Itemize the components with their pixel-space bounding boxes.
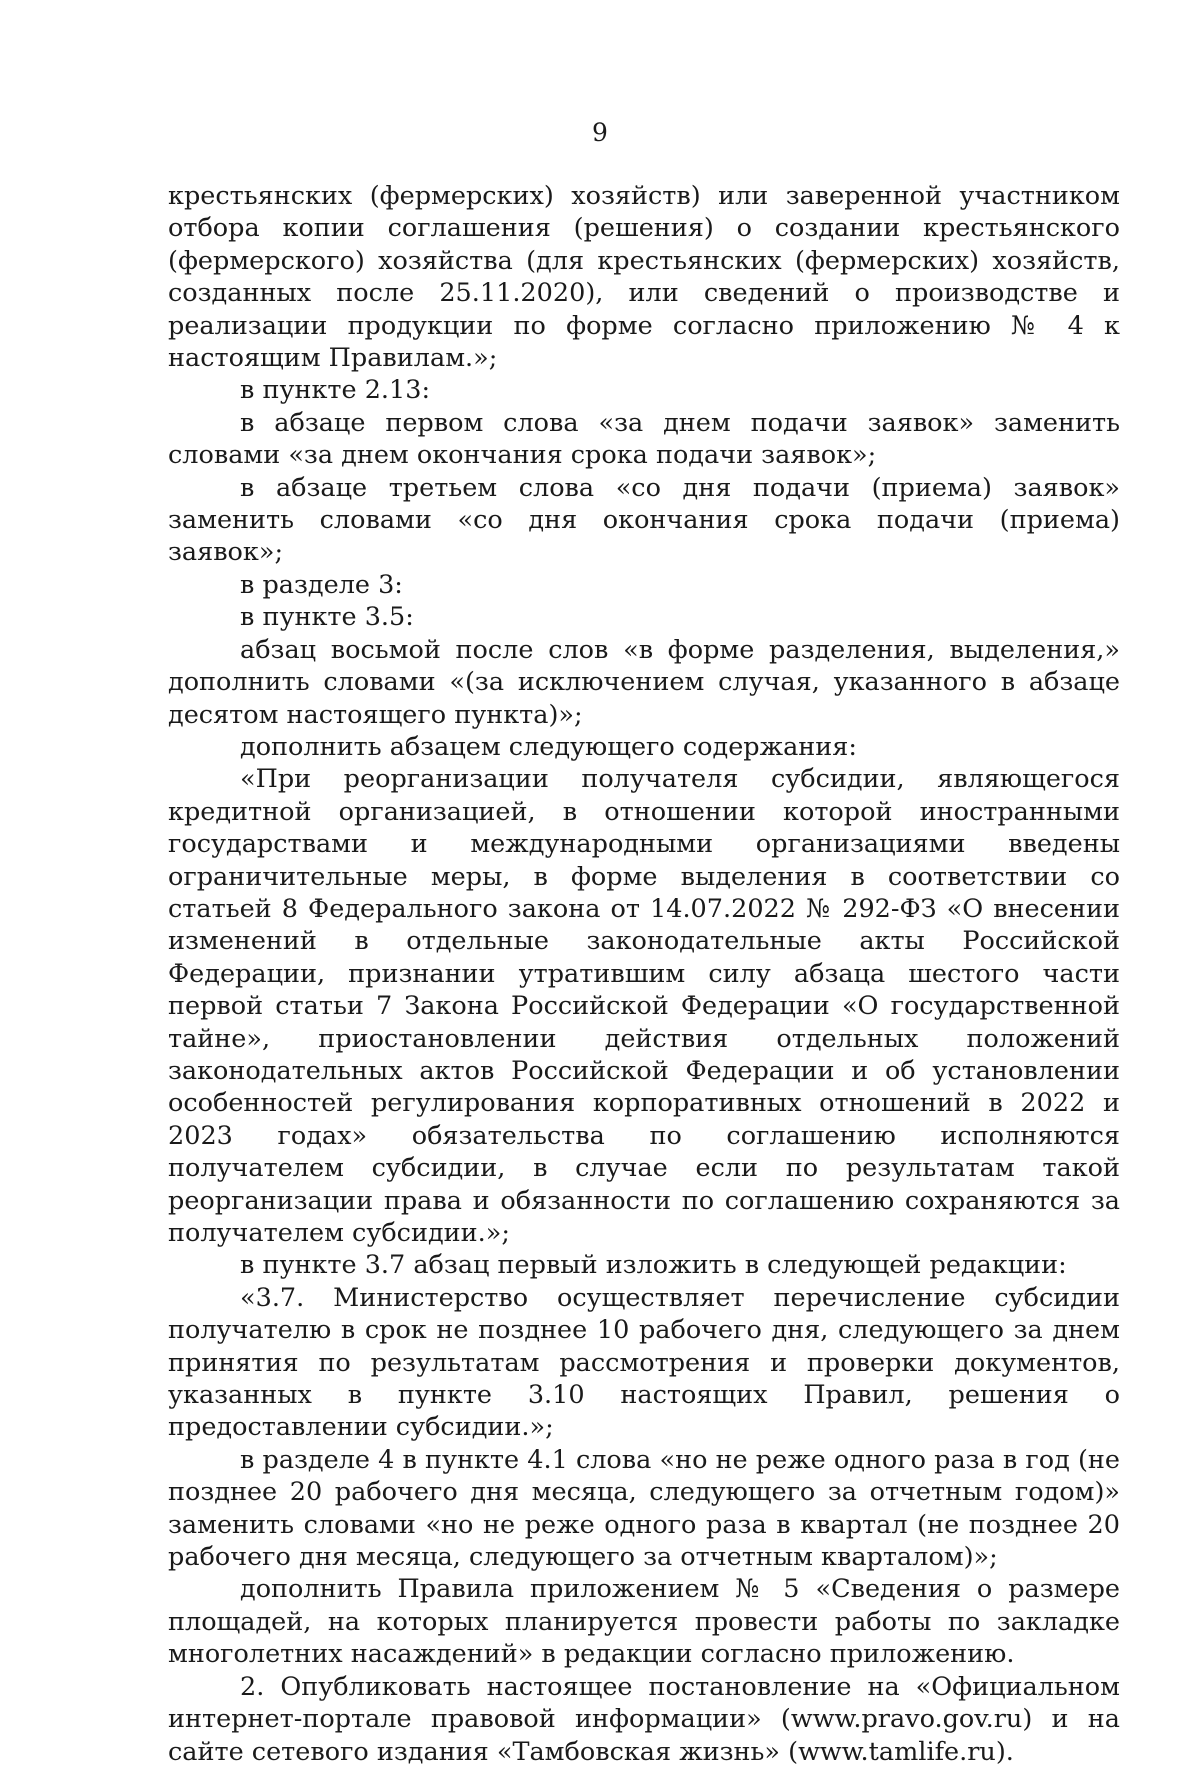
- document-body: [168, 180, 1120, 1768]
- paragraph-continuation: крестьянских (фермерских) хозяйств) или заверенной участником отбора копии соглашения (решения) о создании крестьянского (фермерского) хозяйства (для крестьянских (фермерских) хозяйств, созданных после 25.11.2020), или сведений о производстве и реализации продукции по форме согласно приложению № 4 к настоящим Правилам.»;: [168, 181, 1120, 374]
- page-number: 9: [592, 118, 608, 147]
- paragraph-publication: 2. Опубликовать настоящее постановление на «Официальном интернет-портале правовой информации» (www.pravo.gov.ru) и на сайте сетевого издания «Тамбовская жизнь» (www.tamlife.ru).: [168, 1671, 1120, 1767]
- paragraph-add-abzac: дополнить абзацем следующего содержания:: [240, 731, 857, 762]
- paragraph-item-3-7: в пункте 3.7 абзац первый изложить в следующей редакции:: [240, 1250, 1067, 1281]
- paragraph-amendment-first-abzac: в абзаце первом слова «за днем подачи заявок» заменить словами «за днем окончания срока подачи заявок»;: [168, 407, 1120, 471]
- paragraph-amendment-third-abzac: в абзаце третьем слова «со дня подачи (приема) заявок» заменить словами «со дня окончания срока подачи (приема) заявок»;: [168, 472, 1120, 568]
- paragraph-item-3-5: в пункте 3.5:: [240, 602, 414, 633]
- paragraph-reorganization: «При реорганизации получателя субсидии, являющегося кредитной организацией, в отношении которой иностранными государствами и международными организациями введены ограничительные меры, в форме выделения в соответствии со статьей 8 Федерального закона от 14.07.2022 № 292-ФЗ «О внесении изменений в отдельные законодательные акты Российской Федерации, признании утратившим силу абзаца шестого части первой статьи 7 Закона Российской Федерации «О государственной тайне», приостановлении действия отдельных положений законодательных актов Российской Федерации и об установлении особенностей регулирования корпоративных отношений в 2022 и 2023 годах» обязательства по соглашению исполняются получателем субсидии, в случае если по результатам такой реорганизации права и обязанности по соглашению сохраняются за получателем субсидии.»;: [168, 764, 1120, 1248]
- paragraph-section-4: в разделе 4 в пункте 4.1 слова «но не реже одного раза в год (не позднее 20 рабочего дня месяца, следующего за отчетным годом)» заменить словами «но не реже одного раза в квартал (не позднее 20 рабочего дня месяца, следующего за отчетным кварталом)»;: [168, 1444, 1120, 1573]
- paragraph-appendix-5: дополнить Правила приложением № 5 «Сведения о размере площадей, на которых планируется провести работы по закладке многолетних насаждений» в редакции согласно приложению.: [168, 1574, 1120, 1670]
- paragraph-section-3: в разделе 3:: [240, 569, 403, 600]
- paragraph-item-2-13: в пункте 2.13:: [240, 375, 431, 406]
- paragraph-item-3-7-text: «3.7. Министерство осуществляет перечисление субсидии получателю в срок не позднее 10 рабочего дня, следующего за днем принятия по результатам рассмотрения и проверки документов, указанных в пункте 3.10 настоящих Правил, решения о предоставлении субсидии.»;: [168, 1282, 1120, 1443]
- paragraph-eighth-abzac: абзац восьмой после слов «в форме разделения, выделения,» дополнить словами «(за исключением случая, указанного в абзаце десятом настоящего пункта)»;: [168, 634, 1120, 730]
